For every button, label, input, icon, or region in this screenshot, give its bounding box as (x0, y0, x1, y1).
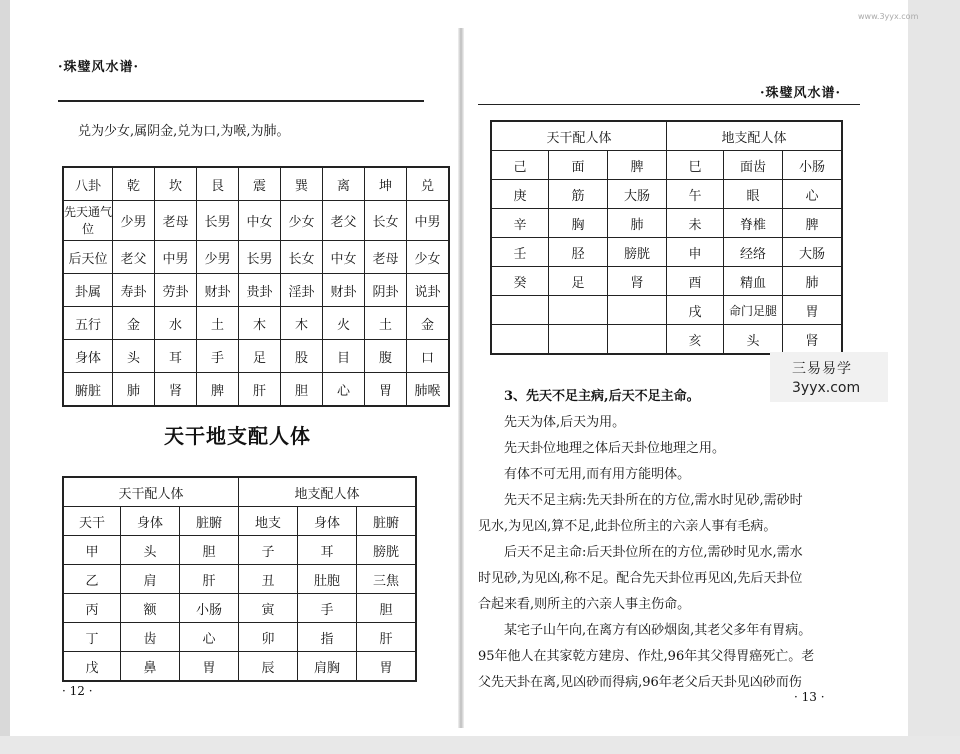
table-cell: 头 (113, 340, 155, 373)
paragraph-line: 3、先天不足主病,后天不足主命。 (504, 389, 700, 404)
table-row (63, 594, 416, 623)
column-header: 地支 (239, 507, 298, 536)
table-cell: 木 (281, 307, 323, 340)
table-cell: 小肠 (180, 594, 239, 623)
table-row (491, 180, 842, 209)
table-cell: 五行 (63, 307, 113, 340)
table-cell: 足 (549, 267, 608, 296)
scan-border-right (908, 0, 960, 754)
table-row (63, 241, 449, 274)
table-row (491, 121, 842, 151)
column-header: 身体 (298, 507, 357, 536)
table-cell: 未 (667, 209, 724, 238)
table-row (491, 296, 842, 325)
section-title: 天干地支配人体 (164, 424, 311, 448)
table-cell: 后天位 (63, 241, 113, 274)
scan-border-bottom (0, 736, 960, 754)
table-cell: 癸 (491, 267, 549, 296)
table-cell (549, 325, 608, 355)
table-cell: 财卦 (197, 274, 239, 307)
left-header-rule (58, 100, 424, 102)
table-cell: 长男 (239, 241, 281, 274)
column-header: 天干 (63, 507, 121, 536)
table-cell: 午 (667, 180, 724, 209)
table-cell: 离 (323, 167, 365, 201)
table-row (63, 507, 416, 536)
table-cell: 寿卦 (113, 274, 155, 307)
table-cell (608, 325, 667, 355)
table-cell: 中女 (239, 201, 281, 241)
table-row (63, 373, 449, 407)
table-cell: 胆 (281, 373, 323, 407)
bagua-table (62, 166, 450, 407)
table-cell: 胃 (180, 652, 239, 682)
table-cell: 面 (549, 151, 608, 180)
table-cell: 头 (121, 536, 180, 565)
table-cell: 肾 (783, 325, 843, 355)
table-row (491, 238, 842, 267)
table-cell: 土 (197, 307, 239, 340)
table-cell: 坎 (155, 167, 197, 201)
paragraph-line: 有体不可无用,而有用方能明体。 (504, 467, 691, 482)
table-cell: 口 (407, 340, 450, 373)
group-header: 地支配人体 (239, 477, 417, 507)
table-cell: 中男 (407, 201, 450, 241)
watermark-url: www.3yyx.com (858, 12, 919, 21)
table-cell: 长女 (365, 201, 407, 241)
table-cell: 巳 (667, 151, 724, 180)
table-cell: 肾 (608, 267, 667, 296)
table-cell: 大肠 (783, 238, 843, 267)
paragraph-line: 先天不足主病:先天卦所在的方位,需水时见砂,需砂时 (504, 493, 803, 508)
table-row (63, 167, 449, 201)
stamp-url: 3yyx.com (792, 380, 861, 396)
table-cell: 胸 (549, 209, 608, 238)
paragraph-line: 后天不足主命:后天卦位所在的方位,需砂时见水,需水 (504, 545, 803, 560)
table-cell (491, 296, 549, 325)
table-cell: 脾 (783, 209, 843, 238)
table-cell: 脊椎 (724, 209, 783, 238)
paragraph-line: 父先天卦在离,见凶砂而得病,96年老父后天卦见凶砂而伤 (478, 675, 802, 690)
group-header: 天干配人体 (491, 121, 667, 151)
table-cell: 申 (667, 238, 724, 267)
table-cell: 少女 (407, 241, 450, 274)
table-row (63, 477, 416, 507)
stamp-text: 三易易学 (792, 361, 852, 377)
table-cell: 足 (239, 340, 281, 373)
intro-text: 兑为少女,属阴金,兑为口,为喉,为肺。 (78, 124, 290, 139)
table-cell: 艮 (197, 167, 239, 201)
table-cell: 小肠 (783, 151, 843, 180)
table-cell: 丑 (239, 565, 298, 594)
table-row (491, 325, 842, 355)
table-cell: 肾 (155, 373, 197, 407)
paragraph-line: 时见砂,为见凶,称不足。配合先天卦位再见凶,先后天卦位 (478, 571, 803, 586)
table-cell: 先天通气位 (63, 201, 113, 241)
table-cell: 腹 (365, 340, 407, 373)
table-cell: 脾 (197, 373, 239, 407)
table-cell: 戊 (63, 652, 121, 682)
table-cell: 膀胱 (357, 536, 417, 565)
table-row (63, 565, 416, 594)
group-header: 地支配人体 (667, 121, 843, 151)
table-cell: 肝 (180, 565, 239, 594)
table-cell: 丙 (63, 594, 121, 623)
table-row (63, 340, 449, 373)
table-row (63, 201, 449, 241)
table-cell (608, 296, 667, 325)
table-cell: 股 (281, 340, 323, 373)
page-number-right: · 13 · (794, 690, 825, 704)
table-cell (549, 296, 608, 325)
table-cell: 鼻 (121, 652, 180, 682)
table-cell: 少女 (281, 201, 323, 241)
table-cell: 筋 (549, 180, 608, 209)
table-cell: 贵卦 (239, 274, 281, 307)
table-cell: 子 (239, 536, 298, 565)
column-header: 脏腑 (357, 507, 417, 536)
book-gutter (458, 28, 464, 728)
table-row (63, 307, 449, 340)
table-cell: 身体 (63, 340, 113, 373)
table-cell: 乙 (63, 565, 121, 594)
table-cell: 金 (113, 307, 155, 340)
column-header: 身体 (121, 507, 180, 536)
scan-border-left (0, 0, 10, 754)
table-row (491, 209, 842, 238)
table-cell: 老父 (113, 241, 155, 274)
table-cell: 少男 (113, 201, 155, 241)
right-page-header: ·珠璧风水谱· (760, 86, 842, 101)
table-cell: 三焦 (357, 565, 417, 594)
table-cell: 兑 (407, 167, 450, 201)
table-cell: 劳卦 (155, 274, 197, 307)
paragraph-line: 合起来看,则所主的六亲人事主伤命。 (478, 597, 691, 612)
table-cell: 心 (323, 373, 365, 407)
table-cell: 肺喉 (407, 373, 450, 407)
table-cell: 亥 (667, 325, 724, 355)
table-cell: 脾 (608, 151, 667, 180)
table-cell: 甲 (63, 536, 121, 565)
table-cell: 说卦 (407, 274, 450, 307)
table-cell: 耳 (155, 340, 197, 373)
table-cell: 精血 (724, 267, 783, 296)
table-row (63, 536, 416, 565)
table-cell: 手 (197, 340, 239, 373)
table-cell: 肩胸 (298, 652, 357, 682)
table-cell: 胃 (365, 373, 407, 407)
table-cell: 膀胱 (608, 238, 667, 267)
table-cell: 老母 (155, 201, 197, 241)
table-cell: 肝 (239, 373, 281, 407)
table-cell: 财卦 (323, 274, 365, 307)
right-header-rule (478, 104, 860, 105)
paragraph-line: 先天卦位地理之体后天卦位地理之用。 (504, 441, 726, 456)
table-cell: 老母 (365, 241, 407, 274)
table-cell: 金 (407, 307, 450, 340)
table-cell: 水 (155, 307, 197, 340)
table-cell: 指 (298, 623, 357, 652)
table-cell: 酉 (667, 267, 724, 296)
table-cell: 震 (239, 167, 281, 201)
table-cell: 齿 (121, 623, 180, 652)
table-cell: 己 (491, 151, 549, 180)
table-cell: 胫 (549, 238, 608, 267)
table-cell: 辰 (239, 652, 298, 682)
table-row (63, 623, 416, 652)
table-cell: 老父 (323, 201, 365, 241)
table-cell: 少男 (197, 241, 239, 274)
group-header: 天干配人体 (63, 477, 239, 507)
table-cell (491, 325, 549, 355)
table-cell: 肚胞 (298, 565, 357, 594)
table-cell: 卯 (239, 623, 298, 652)
table-cell: 丁 (63, 623, 121, 652)
table-cell: 肺 (783, 267, 843, 296)
table-cell: 木 (239, 307, 281, 340)
page-number-left: · 12 · (62, 684, 93, 698)
table-row (63, 274, 449, 307)
column-header: 脏腑 (180, 507, 239, 536)
paragraph-line: 见水,为见凶,算不足,此卦位所主的六亲人事有毛病。 (478, 519, 777, 534)
table-cell: 辛 (491, 209, 549, 238)
table-cell: 耳 (298, 536, 357, 565)
table-cell: 面齿 (724, 151, 783, 180)
table-cell: 乾 (113, 167, 155, 201)
table-row (491, 151, 842, 180)
table-cell: 卦属 (63, 274, 113, 307)
table-cell: 眼 (724, 180, 783, 209)
table-cell: 庚 (491, 180, 549, 209)
table-cell: 中女 (323, 241, 365, 274)
table-cell: 心 (783, 180, 843, 209)
table-row (491, 267, 842, 296)
table-cell: 手 (298, 594, 357, 623)
table-cell: 火 (323, 307, 365, 340)
table-cell: 土 (365, 307, 407, 340)
table-cell: 经络 (724, 238, 783, 267)
table-cell: 腑脏 (63, 373, 113, 407)
table-cell: 坤 (365, 167, 407, 201)
table-cell: 肝 (357, 623, 417, 652)
paragraph-line: 某宅子山午向,在离方有凶砂烟囱,其老父多年有胃病。 (504, 623, 812, 638)
table-cell: 长男 (197, 201, 239, 241)
table-cell: 胃 (357, 652, 417, 682)
body-mapping-table-left (62, 476, 417, 682)
table-row (63, 652, 416, 682)
table-cell: 戌 (667, 296, 724, 325)
table-cell: 肺 (113, 373, 155, 407)
table-cell: 胆 (357, 594, 417, 623)
table-cell: 中男 (155, 241, 197, 274)
left-page-header: ·珠璧风水谱· (58, 60, 140, 75)
table-cell: 胆 (180, 536, 239, 565)
table-cell: 壬 (491, 238, 549, 267)
table-cell: 长女 (281, 241, 323, 274)
body-mapping-table-right (490, 120, 843, 355)
table-cell: 命门足腿 (724, 296, 783, 325)
table-cell: 巽 (281, 167, 323, 201)
table-cell: 肩 (121, 565, 180, 594)
table-cell: 淫卦 (281, 274, 323, 307)
table-cell: 心 (180, 623, 239, 652)
site-watermark-stamp (770, 352, 888, 402)
table-cell: 寅 (239, 594, 298, 623)
table-cell: 八卦 (63, 167, 113, 201)
paragraph-line: 95年他人在其家乾方建房、作灶,96年其父得胃癌死亡。老 (478, 649, 815, 664)
table-cell: 大肠 (608, 180, 667, 209)
table-cell: 肺 (608, 209, 667, 238)
table-cell: 额 (121, 594, 180, 623)
table-cell: 阴卦 (365, 274, 407, 307)
table-cell: 头 (724, 325, 783, 355)
table-cell: 目 (323, 340, 365, 373)
paragraph-line: 先天为体,后天为用。 (504, 415, 626, 430)
table-cell: 胃 (783, 296, 843, 325)
